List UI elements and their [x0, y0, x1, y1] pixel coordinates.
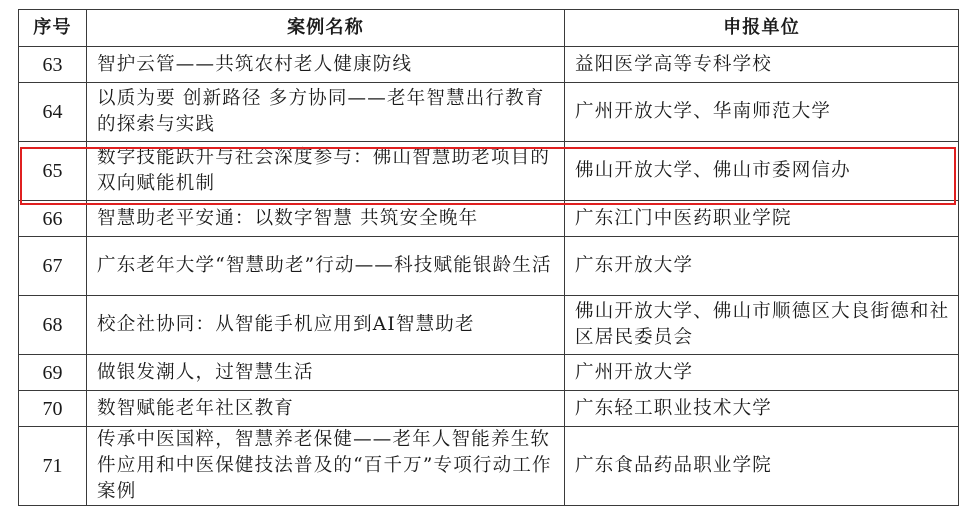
row-unit: 广东轻工职业技术大学: [565, 391, 959, 427]
row-unit: 广东食品药品职业学院: [565, 427, 959, 506]
row-no: 69: [19, 355, 87, 391]
row-unit: 广东开放大学: [565, 237, 959, 296]
case-table: [18, 9, 959, 506]
row-no: 70: [19, 391, 87, 427]
row-name: 数智赋能老年社区教育: [87, 391, 565, 427]
row-unit: 佛山开放大学、佛山市委网信办: [565, 142, 959, 201]
table-row: [19, 427, 959, 506]
table-row: [19, 201, 959, 237]
header-no: 序号: [19, 10, 87, 47]
row-no: 65: [19, 142, 87, 201]
table-row: [19, 355, 959, 391]
table-row: [19, 83, 959, 142]
row-name: 广东老年大学“智慧助老”行动——科技赋能银龄生活: [87, 237, 565, 296]
row-no: 64: [19, 83, 87, 142]
row-unit: 广州开放大学: [565, 355, 959, 391]
row-name: 智慧助老平安通：以数字智慧 共筑安全晚年: [87, 201, 565, 237]
row-name: 校企社协同：从智能手机应用到AI智慧助老: [87, 296, 565, 355]
row-name: 智护云管——共筑农村老人健康防线: [87, 47, 565, 83]
table-header-row: [19, 10, 959, 47]
row-unit: 广州开放大学、华南师范大学: [565, 83, 959, 142]
row-no: 71: [19, 427, 87, 506]
row-name: 做银发潮人，过智慧生活: [87, 355, 565, 391]
row-no: 68: [19, 296, 87, 355]
header-name: 案例名称: [87, 10, 565, 47]
row-name: 以质为要 创新路径 多方协同——老年智慧出行教育的探索与实践: [87, 83, 565, 142]
header-unit: 申报单位: [565, 10, 959, 47]
row-unit: 广东江门中医药职业学院: [565, 201, 959, 237]
row-unit: 佛山开放大学、佛山市顺德区大良街德和社区居民委员会: [565, 296, 959, 355]
row-name: 数字技能跃升与社会深度参与：佛山智慧助老项目的双向赋能机制: [87, 142, 565, 201]
table-row-highlighted: [19, 142, 959, 201]
table-row: [19, 47, 959, 83]
row-no: 67: [19, 237, 87, 296]
row-unit: 益阳医学高等专科学校: [565, 47, 959, 83]
row-no: 63: [19, 47, 87, 83]
table-row: [19, 296, 959, 355]
table-row: [19, 237, 959, 296]
table-row: [19, 391, 959, 427]
row-no: 66: [19, 201, 87, 237]
row-name: 传承中医国粹，智慧养老保健——老年人智能养生软件应用和中医保健技法普及的“百千万”专项行动工作案例: [87, 427, 565, 506]
